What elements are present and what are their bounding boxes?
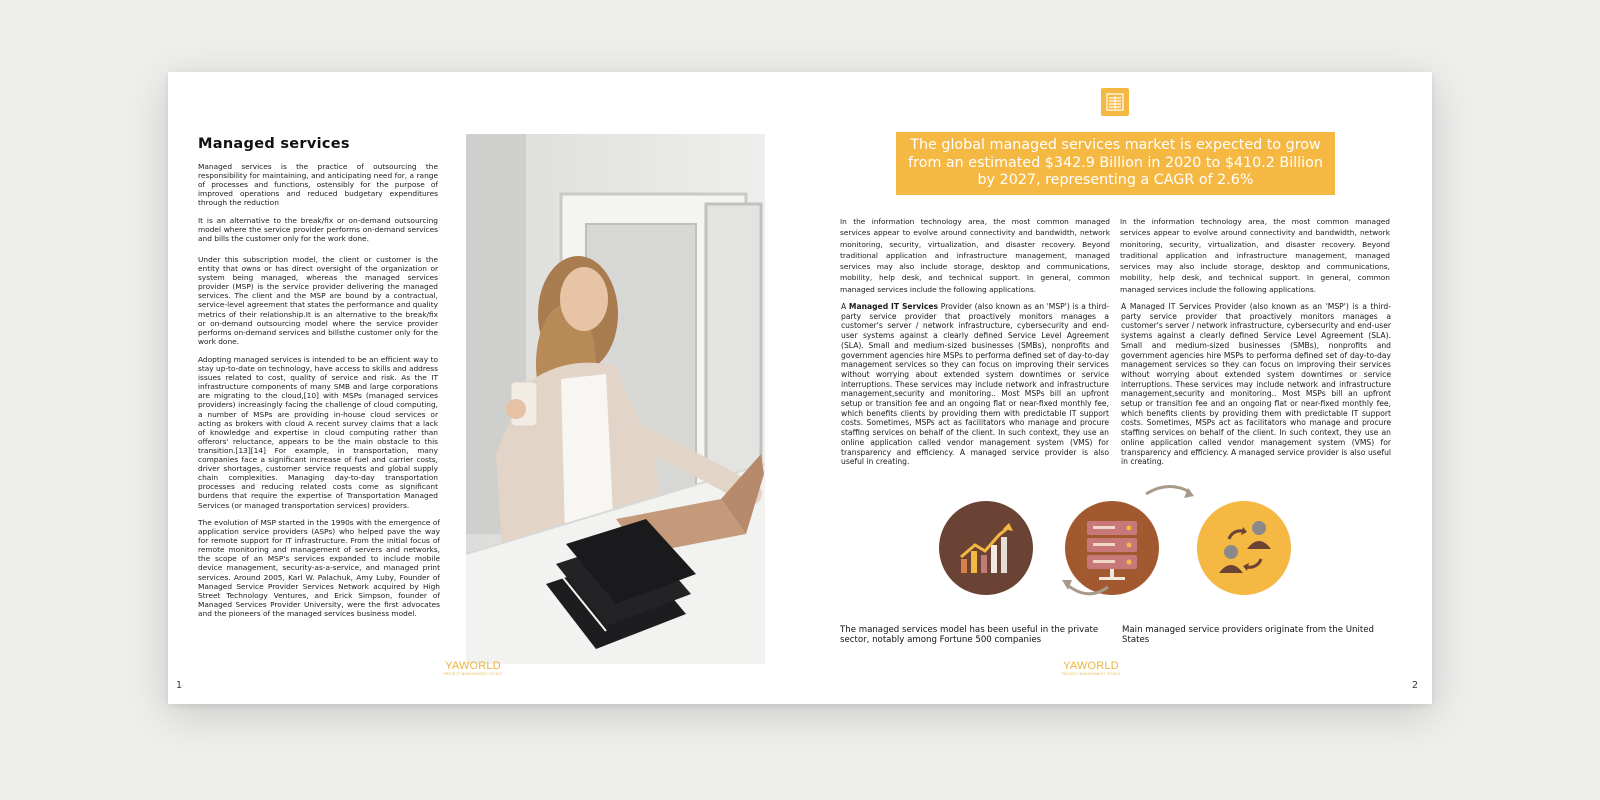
paragraph: It is an alternative to the break/fix or on-demand outsourcing model where the service provider performs on-demand services and bills the customer only for the work done. [198,216,438,244]
flow-arrows [1018,472,1198,602]
market-stat-banner [896,132,1335,195]
msp-column-left [841,302,1109,467]
msp-prefix: A [841,302,849,311]
caption-right: Main managed service providers originate from the United States [1122,625,1374,646]
page-title: Managed services [198,136,350,152]
logo-subtext: PROJECT MANAGEMENT STUDIO [1061,672,1121,676]
intro-column-right: In the information technology area, the most common managed services appear to evolve around connectivity and bandwidth, network monitoring, security, virtualization, and disaster recovery. Beyond traditional application and infrastructure management, managed services may also include storage, desktop and communications, mobility, help desk, and technical support. In general, common managed services include the following applications. [1120,217,1390,294]
document-icon [1101,88,1129,116]
people-exchange-icon [1197,501,1291,595]
brand-logo [443,660,503,676]
page-number: 1 [176,680,183,691]
woman-with-laptop-photo [466,134,765,664]
caption-left: The managed services model has been useful in the private sector, notably among Fortune 500 companies [840,625,1099,646]
brochure-spread [168,72,1432,704]
paragraph: Under this subscription model, the client or customer is the entity that owns or has direct oversight of the organization or system being managed, whereas the managed services provider (MSP) is the service provider delivering the managed services. The client and the MSP are bound by a contractual, service-level agreement that states the performance and quality metrics of their relationship.It is an alternative to the break/fix or on-demand outsourcing model where the service provider performs on-demand services and billsthe customer only for the work done. [198,255,438,346]
logo-text: YAWORLD [1063,660,1119,672]
paragraph: Adopting managed services is intended to be an efficient way to stay up-to-date on technology, have access to skills and address issues related to cost, quality of service and risk. As the IT infrastructure components of many SMB and large corporations are migrating to the cloud,[10] with MSPs (managed services providers) increasingly facing the challenge of cloud computing, a number of MSPs are providing in-house cloud services or acting as brokers with cloud A recent survey claims that a lack of knowledge and expertise in cloud computing rather than offerors' reluctance, appears to be the main obstacle to this transition.[13][14] For example, in transportation, many companies face a significant increase of fuel and carrier costs, driver shortages, customer service requests and global supply chain complexities. Managing day-to-day transportation processes and reducing related costs come as significant burdens that require the expertise of Transportation Managed Services (or managed transportation services) providers. [198,355,438,510]
msp-bold-term: Managed IT Services [848,302,939,311]
intro-column-left: In the information technology area, the most common managed services appear to evolve around connectivity and bandwidth, network monitoring, security, virtualization, and disaster recovery. Beyond traditional application and infrastructure management, managed services may also include storage, desktop and communications, mobility, help desk, and technical support. In general, common managed services include the following applications. [840,217,1110,294]
page-number: 2 [1412,680,1419,691]
banner-text: The global managed services market is expected to grow from an estimated $342.9 Billion in 2020 to $410.2 Billion by 2027, representing a CAGR of 2.6% [908,137,1323,189]
msp-column-right: A Managed IT Services Provider (also known as an 'MSP') is a third-party service provider that proactively monitors manages a customer's server / network infrastructure, cybersecurity and end-user systems against a clearly defined Service Level Agreement (SLA). Small and medium-sized businesses (SMBs), nonprofits and government agencies hire MSPs to performa defined set of day-to-day management services so they can focus on improving their services without worrying about extended system downtimes or service interruptions. These services may include network and infrastructure management,security and monitoring.. Most MSPs bill an upfront setup or transition fee and an ongoing flat or near-fixed monthly fee, which benefits clients by providing them with predictable IT support costs. Sometimes, MSPs act as facilitators who manage and procure staffing services on behalf of the client. In such context, they use an online application called vendor management system (VMS) for transparency and efficiency. A managed service provider is also useful in creating. [1121,302,1391,467]
msp-rest: Provider (also known as an 'MSP') is a third-party service provider that proactively monitors manages a customer's server / network infrastructure, cybersecurity and end-user systems against a clearly defined Service Level Agreement (SLA). Small and medium-sized businesses (SMBs), nonprofits and government agencies hire MSPs to performa defined set of day-to-day management services so they can focus on improving their services without worrying about extended system downtimes or service interruptions. These services may include network and infrastructure management,security and monitoring.. Most MSPs bill an upfront setup or transition fee and an ongoing flat or near-fixed monthly fee, which benefits clients by providing them with predictable IT support costs. Sometimes, MSPs act as facilitators who manage and procure staffing services on behalf of the client. In such context, they use an online application called vendor management system (VMS) for transparency and efficiency. A managed service provider is also useful in creating. [841,302,1110,467]
paragraph: Managed services is the practice of outsourcing the responsibility for maintaining, and anticipating need for, a range of processes and functions, ostensibly for the purpose of improved operations and reduced budgetary expenditures through the reduction [198,162,438,208]
logo-subtext: PROJECT MANAGEMENT STUDIO [443,672,503,676]
brand-logo [1061,660,1121,676]
paragraph: The evolution of MSP started in the 1990s with the emergence of application service providers (ASPs) who helped pave the way for remote support for IT infrastructure. From the initial focus of remote monitoring and management of servers and networks, the scope of an MSP's services expanded to include mobile device management, security-as-a-service, and managed print services. Around 2005, Karl W. Palachuk, Amy Luby, Founder of Managed Service Provider Services Network acquired by High Street Technology Ventures, and Erick Simpson, founder of Managed Services Provider University, were the first advocates and the pioneers of the managed services business model. [198,518,440,618]
logo-text: YAWORLD [445,660,501,672]
